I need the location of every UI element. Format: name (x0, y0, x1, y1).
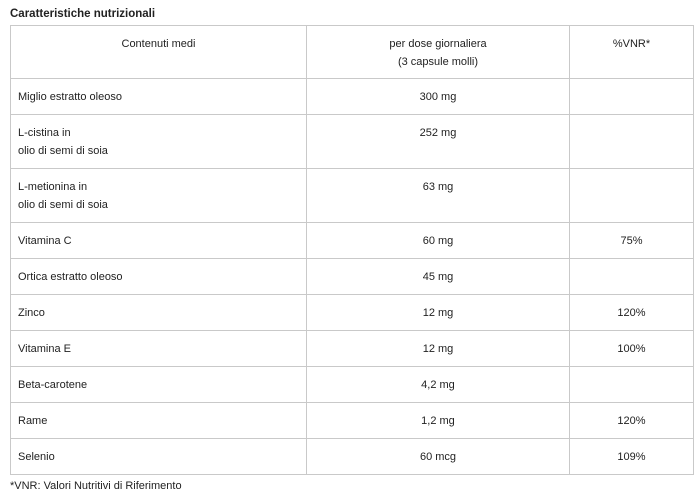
row-dose: 252 mg (307, 115, 570, 169)
table-row (11, 115, 694, 169)
row-vnr (570, 79, 694, 115)
table-row (11, 331, 694, 367)
table-row (11, 79, 694, 115)
row-name: Vitamina C (11, 223, 307, 259)
row-vnr: 75% (570, 223, 694, 259)
row-name-text: L-cistina in (18, 127, 71, 139)
row-dose: 63 mg (307, 169, 570, 223)
row-dose: 12 mg (307, 295, 570, 331)
row-vnr (570, 115, 694, 169)
row-vnr: 109% (570, 439, 694, 475)
row-name-text-line2: olio di semi di soia (18, 199, 108, 211)
row-vnr: 100% (570, 331, 694, 367)
row-name: Rame (11, 403, 307, 439)
table-row (11, 403, 694, 439)
header-name: Contenuti medi (11, 26, 307, 79)
row-name: Vitamina E (11, 331, 307, 367)
row-dose: 300 mg (307, 79, 570, 115)
row-vnr (570, 367, 694, 403)
row-name-text: Miglio estratto oleoso (18, 90, 122, 103)
row-name-text: L-metionina in (18, 181, 88, 193)
row-name-text-line2: olio di semi di soia (18, 145, 108, 157)
table-row (11, 295, 694, 331)
row-name: Selenio (11, 439, 307, 475)
footnote: *VNR: Valori Nutritivi di Riferimento (10, 480, 182, 492)
row-name: Beta-carotene (11, 367, 307, 403)
table-row (11, 169, 694, 223)
header-dose (307, 26, 570, 79)
row-dose: 60 mcg (307, 439, 570, 475)
header-vnr: %VNR* (570, 26, 694, 79)
row-vnr: 120% (570, 295, 694, 331)
row-dose: 12 mg (307, 331, 570, 367)
header-dose-line2: (3 capsule molli) (397, 56, 479, 68)
table-row (11, 259, 694, 295)
row-dose: 45 mg (307, 259, 570, 295)
row-name (11, 79, 307, 115)
table-row (11, 439, 694, 475)
row-vnr (570, 259, 694, 295)
header-dose-line1: per dose giornaliera (389, 38, 487, 50)
row-name (11, 169, 307, 223)
row-name (11, 115, 307, 169)
table-row (11, 367, 694, 403)
nutrition-table (10, 25, 694, 475)
row-dose: 1,2 mg (307, 403, 570, 439)
row-name: Ortica estratto oleoso (11, 259, 307, 295)
row-vnr (570, 169, 694, 223)
row-dose: 4,2 mg (307, 367, 570, 403)
row-name: Zinco (11, 295, 307, 331)
table-row (11, 223, 694, 259)
table-title: Caratteristiche nutrizionali (10, 8, 156, 20)
row-vnr: 120% (570, 403, 694, 439)
header-row (11, 26, 694, 79)
row-dose: 60 mg (307, 223, 570, 259)
